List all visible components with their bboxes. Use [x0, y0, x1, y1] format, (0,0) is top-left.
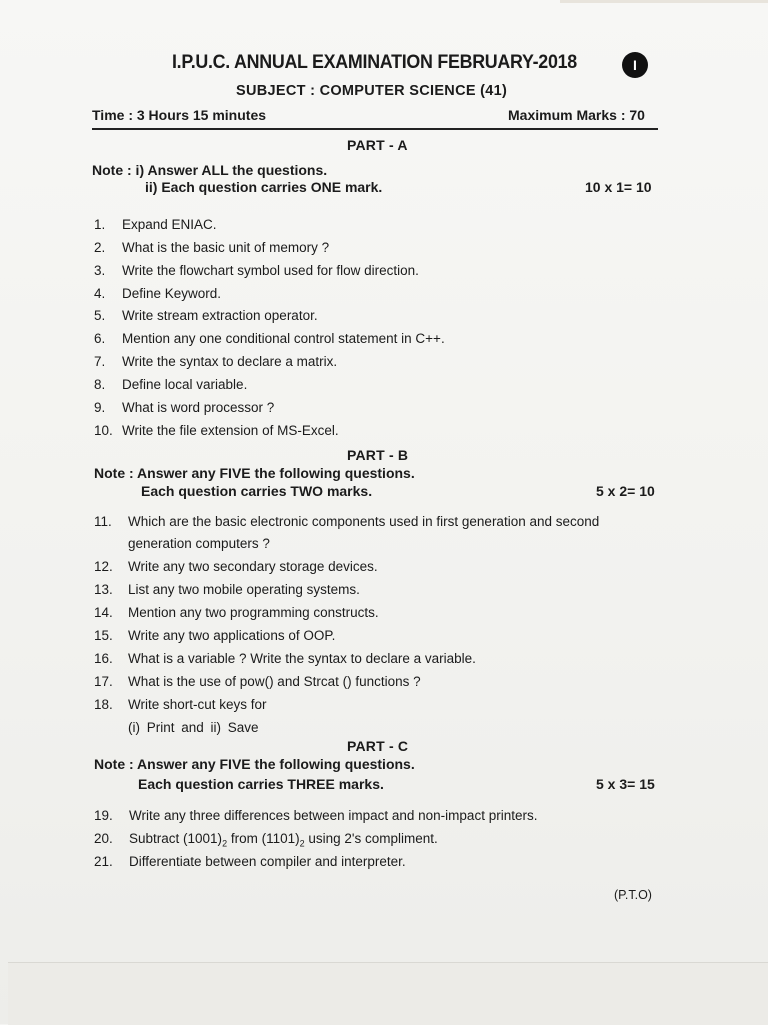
header-divider — [92, 128, 658, 130]
subject-line: SUBJECT : COMPUTER SCIENCE (41) — [236, 83, 508, 99]
question-number: 13. — [94, 582, 113, 597]
question-text: Mention any one conditional control statement in C++. — [122, 331, 445, 346]
question-text: Write the flowchart symbol used for flow direction. — [122, 263, 419, 278]
question-number: 20. — [94, 831, 113, 846]
question-text: Write any three differences between impact and non-impact printers. — [129, 808, 538, 823]
question-number: 17. — [94, 674, 113, 689]
question-number: 9. — [94, 400, 106, 415]
page-edge-stain — [560, 0, 768, 3]
part-a-note-line2: ii) Each question carries ONE mark. — [145, 179, 383, 195]
subscript-base: 2 — [222, 838, 228, 849]
question-text: Write stream extraction operator. — [122, 308, 318, 323]
part-b-heading: PART - B — [347, 447, 409, 463]
question-number: 11. — [94, 514, 112, 529]
part-a-note-line1: Note : i) Answer ALL the questions. — [92, 162, 328, 178]
part-c-note-line1: Note : Answer any FIVE the following questions. — [94, 756, 415, 772]
question-text: Define local variable. — [122, 377, 248, 392]
part-a-marks: 10 x 1= 10 — [585, 179, 652, 195]
question-number: 15. — [94, 628, 113, 643]
question-text: List any two mobile operating systems. — [128, 582, 360, 597]
question-text: Write the syntax to declare a matrix. — [122, 354, 338, 369]
part-b-marks: 5 x 2= 10 — [596, 483, 655, 499]
question-text: Write any two applications of OOP. — [128, 628, 336, 643]
question-text-part: using 2's compliment. — [304, 831, 438, 846]
question-text-part: Subtract (1001) — [129, 831, 223, 846]
question-text: What is the use of pow() and Strcat () functions ? — [128, 674, 421, 689]
question-number: 16. — [94, 651, 113, 666]
question-number: 7. — [94, 354, 106, 369]
question-text — [129, 831, 438, 849]
part-c-note-line2: Each question carries THREE marks. — [138, 776, 384, 792]
part-b-note-line2: Each question carries TWO marks. — [141, 483, 373, 499]
question-text: Mention any two programming constructs. — [128, 605, 379, 620]
exam-title: I.P.U.C. ANNUAL EXAMINATION FEBRUARY-2018 — [172, 52, 577, 73]
exam-duration: Time : 3 Hours 15 minutes — [92, 107, 267, 123]
part-b-note-line1: Note : Answer any FIVE the following questions. — [94, 465, 415, 481]
question-text: Write short-cut keys for — [128, 697, 267, 712]
part-a-heading: PART - A — [347, 137, 408, 153]
question-text: What is word processor ? — [122, 400, 275, 415]
question-number: 1. — [94, 217, 106, 232]
question-text: Define Keyword. — [122, 286, 222, 301]
question-number: 2. — [94, 240, 106, 255]
question-number: 21. — [94, 854, 113, 869]
please-turn-over: (P.T.O) — [614, 888, 652, 902]
question-text: Differentiate between compiler and interpreter. — [129, 854, 406, 869]
sheet-number-badge: I — [622, 52, 648, 78]
question-number: 12. — [94, 559, 113, 574]
question-number: 19. — [94, 808, 113, 823]
question-text-continued: (i) Print and ii) Save — [128, 720, 259, 735]
question-number: 14. — [94, 605, 113, 620]
question-text: Write the file extension of MS-Excel. — [122, 423, 339, 438]
scan-bottom-margin — [8, 962, 768, 1025]
question-number: 5. — [94, 308, 106, 323]
question-number: 10. — [94, 423, 113, 438]
question-number: 8. — [94, 377, 106, 392]
question-number: 4. — [94, 286, 106, 301]
question-number: 3. — [94, 263, 106, 278]
question-text: What is a variable ? Write the syntax to declare a variable. — [128, 651, 476, 666]
question-text: Write any two secondary storage devices. — [128, 559, 378, 574]
subscript-base: 2 — [299, 838, 305, 849]
question-text-part: from (1101) — [227, 831, 300, 846]
question-number: 18. — [94, 697, 113, 712]
question-number: 6. — [94, 331, 106, 346]
part-c-heading: PART - C — [347, 738, 409, 754]
question-text: Expand ENIAC. — [122, 217, 217, 232]
maximum-marks: Maximum Marks : 70 — [508, 107, 645, 123]
question-text: Which are the basic electronic components used in first generation and second — [128, 514, 600, 529]
question-text: What is the basic unit of memory ? — [122, 240, 330, 255]
question-text-continued: generation computers ? — [128, 536, 270, 551]
part-c-marks: 5 x 3= 15 — [596, 776, 655, 792]
